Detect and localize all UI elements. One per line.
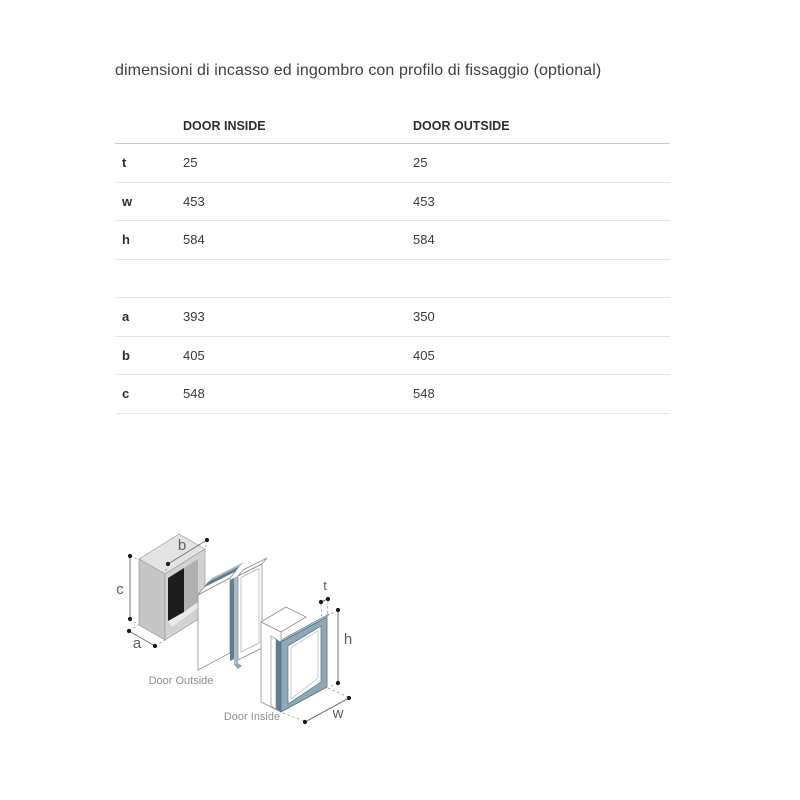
caption-door-inside: Door Inside xyxy=(223,711,281,723)
table-row xyxy=(115,298,670,337)
table-row xyxy=(115,221,670,260)
cutout-box xyxy=(116,534,209,652)
row-label: t xyxy=(122,155,127,171)
dim-dot xyxy=(336,608,340,612)
dim-dot xyxy=(153,644,157,648)
row-label: b xyxy=(122,347,130,363)
dim-label-h: h xyxy=(343,631,353,648)
table-row xyxy=(115,183,670,222)
cell-door-inside: 393 xyxy=(183,309,205,325)
col-header-door-outside: DOOR OUTSIDE xyxy=(413,118,510,133)
dim-leader xyxy=(283,713,304,721)
dim-dot xyxy=(319,600,323,604)
cell-door-outside: 405 xyxy=(413,347,435,363)
cell-door-inside: 584 xyxy=(183,232,205,248)
cell-door-outside: 25 xyxy=(413,155,428,171)
dim-dot xyxy=(128,554,132,558)
page-title: dimensioni di incasso ed ingombro con profilo di fissaggio (optional) xyxy=(115,62,602,79)
dim-dot xyxy=(303,720,307,724)
dim-label-a: a xyxy=(132,635,142,652)
table-row xyxy=(115,144,670,183)
frame-side-light xyxy=(234,576,238,665)
cell-door-inside: 453 xyxy=(183,193,205,209)
table-row xyxy=(115,375,670,414)
table-header-row xyxy=(115,108,670,144)
dim-dot xyxy=(128,617,132,621)
dim-dot xyxy=(326,597,330,601)
dim-dot xyxy=(127,629,131,633)
frame-side-dark xyxy=(230,578,234,661)
col-header-door-inside: DOOR INSIDE xyxy=(183,118,266,133)
cell-door-outside: 350 xyxy=(413,309,435,325)
cell-door-inside: 405 xyxy=(183,347,205,363)
dim-dot xyxy=(347,696,351,700)
dim-leader xyxy=(328,688,348,697)
cell-door-outside: 453 xyxy=(413,193,435,209)
row-label: a xyxy=(122,309,130,325)
row-label: w xyxy=(122,193,133,209)
dim-label-w: w xyxy=(332,705,344,722)
dimensions-table xyxy=(115,108,670,414)
cell-door-inside: 25 xyxy=(183,155,198,171)
frame-side-dark xyxy=(276,639,281,712)
dim-label-t: t xyxy=(323,578,327,593)
cell-door-outside: 548 xyxy=(413,386,435,402)
row-label: c xyxy=(122,386,130,402)
door-edge-strip xyxy=(271,636,276,709)
cell-door-outside: 584 xyxy=(413,232,435,248)
door-panel xyxy=(238,564,262,660)
installation-diagram xyxy=(105,520,385,735)
dim-label-b: b xyxy=(177,537,187,554)
dim-dot xyxy=(336,681,340,685)
cell-door-inside: 548 xyxy=(183,386,205,402)
table-row-empty xyxy=(115,260,670,299)
dim-dot xyxy=(205,538,209,542)
caption-door-outside: Door Outside xyxy=(148,675,214,687)
row-label: h xyxy=(122,232,130,248)
dim-dot xyxy=(166,562,170,566)
dim-label-c: c xyxy=(116,581,124,598)
table-row xyxy=(115,337,670,376)
